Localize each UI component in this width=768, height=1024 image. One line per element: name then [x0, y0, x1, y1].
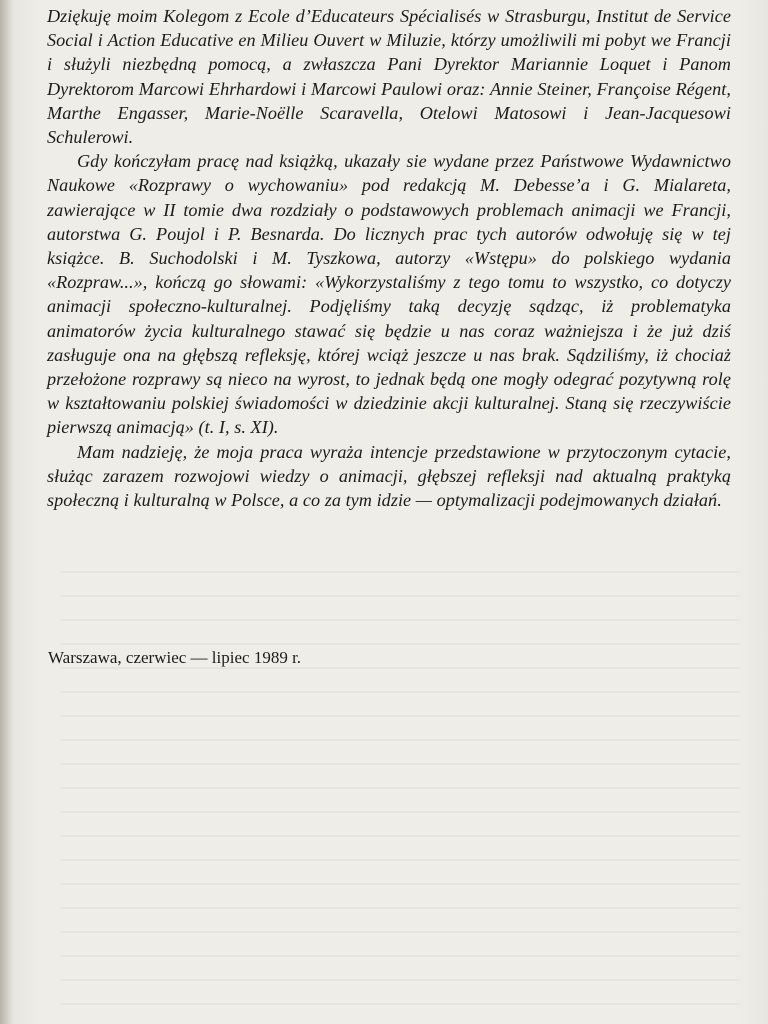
- place-date-signature: Warszawa, czerwiec — lipiec 1989 r.: [48, 648, 302, 667]
- acknowledgement-paragraph: Dziękuję moim Kolegom z Ecole d’Educateurs Spécialisés w Strasburgu, Institut de Service Social i Action Educative en Milieu Ouvert w Miluzie, którzy umożliwili mi pobyt we Francji i służyli niezbędną pomocą, a zwłaszcza Pani Dyrektor Mariannie Loquet i Panom Dyrektorom Marcowi Ehrhardowi i Marcowi Paulowi oraz: Annie Steiner, Françoise Régent, Marthe Engasser, Marie-Noëlle Scaravella, Otelowi Matosowi i Jean-Jacquesowi Schulerowi.: [47, 6, 731, 148]
- context-paragraph: Gdy kończyłam pracę nad książką, ukazały sie wydane przez Państwowe Wydawnictwo Naukowe «Rozprawy o wychowaniu» pod redakcją M. Debesse’a i G. Mialareta, zawierające w II tomie dwa rozdziały o podstawowych problemach animacji we Francji, autorstwa G. Poujol i P. Besnarda. Do licznych prac tych autorów odwołuję się w tej książce. B. Suchodolski i M. Tyszkowa, autorzy «Wstępu» do polskiego wydania «Rozpraw...», kończą go słowami: «Wykorzystaliśmy z tego tomu to wszystko, co dotyczy animacji społeczno-kulturalnej. Podjęliśmy taką decyzję sądząc, iż problematyka animatorów życia kulturalnego stawać się będzie u nas coraz ważniejsza i że już dziś zasługuje ona na głębszą refleksję, której wciąż jeszcze u nas brak. Sądziliśmy, iż chociaż przełożone rozprawy są nieco na wyrost, to jednak będą one mogły odegrać pozytywną rolę w kształtowaniu polskiej świadomości w dziedzinie akcji kulturalnej. Staną się rzeczywiście pierwszą animacją» (t. I, s. XI).: [47, 151, 731, 438]
- closing-paragraph: Mam nadzieję, że moja praca wyraża intencje przedstawione w przytoczonym cytacie, służąc zarazem rozwojowi wiedzy o animacji, głębszej refleksji nad aktualną praktyką społeczną i kulturalną w Polsce, a co za tym idzie — optymalizacji podejmowanych działań.: [47, 441, 731, 511]
- book-spine-shadow: [0, 0, 14, 1024]
- body-text: [47, 4, 731, 512]
- show-through-text: [60, 560, 740, 1020]
